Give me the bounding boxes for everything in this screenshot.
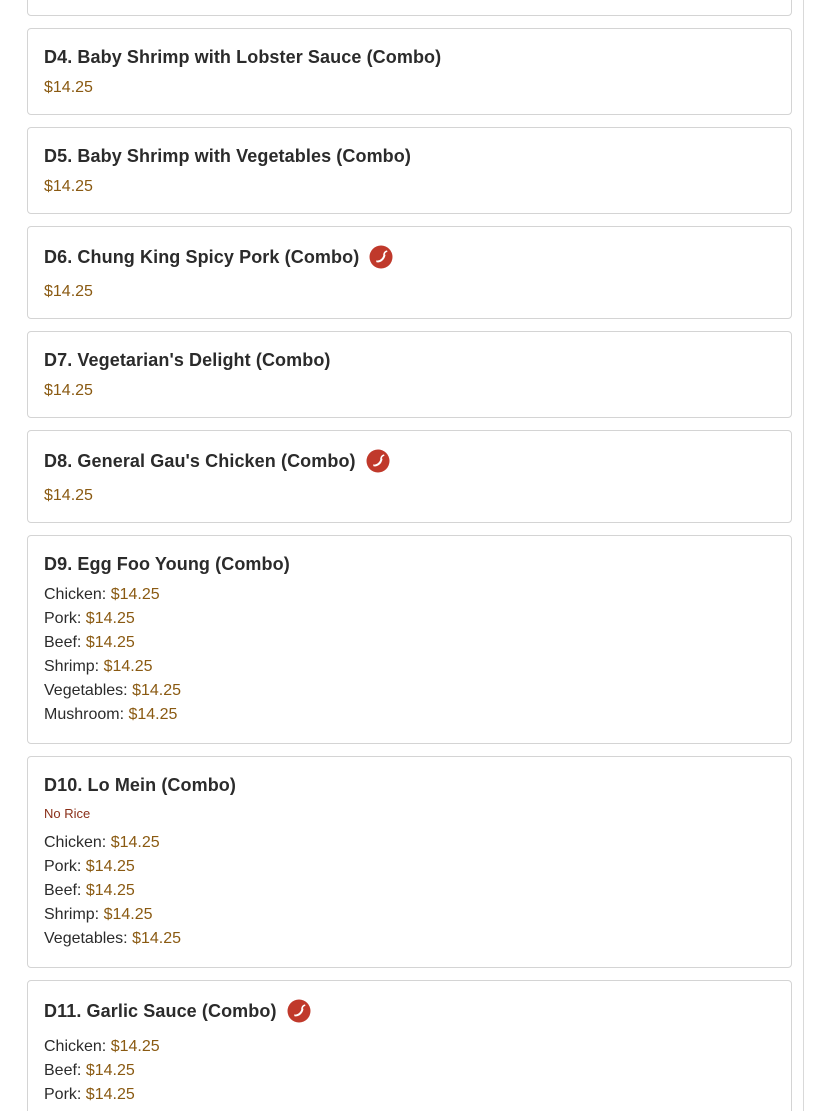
menu-item-price: $14.25 (44, 79, 93, 96)
option-price: $14.25 (85, 610, 135, 627)
menu-item-note: No Rice (44, 806, 91, 821)
menu-item-card[interactable] (27, 430, 792, 523)
menu-item-card[interactable] (27, 127, 792, 214)
option-price: $14.25 (85, 1086, 135, 1103)
menu-item-title: D10. Lo Mein (Combo) (44, 774, 236, 795)
option-row[interactable] (44, 583, 775, 607)
option-row[interactable] (44, 703, 775, 727)
menu-item-title: D7. Vegetarian's Delight (Combo) (44, 349, 331, 370)
option-price: $14.25 (85, 1062, 135, 1079)
menu-item-title: D9. Egg Foo Young (Combo) (44, 553, 290, 574)
option-label: Vegetables: (44, 682, 128, 699)
menu-item-title: D8. General Gau's Chicken (Combo) (44, 450, 356, 471)
option-list (44, 1035, 775, 1107)
scroll-divider (803, 0, 804, 1111)
option-price: $14.25 (128, 706, 178, 723)
menu-item-list (27, 0, 792, 1111)
option-label: Beef: (44, 634, 82, 651)
option-label: Mushroom: (44, 706, 125, 723)
option-row[interactable] (44, 631, 775, 655)
option-label: Shrimp: (44, 906, 100, 923)
menu-item-card[interactable] (27, 980, 792, 1111)
option-label: Shrimp: (44, 658, 100, 675)
option-row[interactable] (44, 927, 775, 951)
menu-item-title: D11. Garlic Sauce (Combo) (44, 1000, 277, 1021)
option-row[interactable] (44, 879, 775, 903)
option-price: $14.25 (110, 1038, 160, 1055)
option-list (44, 583, 775, 727)
chili-pepper-icon (287, 999, 311, 1023)
menu-item-card[interactable] (27, 226, 792, 319)
option-price: $14.25 (103, 906, 153, 923)
option-price: $14.25 (110, 586, 160, 603)
option-label: Pork: (44, 858, 82, 875)
option-row[interactable] (44, 855, 775, 879)
option-row[interactable] (44, 655, 775, 679)
option-row[interactable] (44, 903, 775, 927)
menu-item-price: $14.25 (44, 283, 93, 300)
option-row[interactable] (44, 1083, 775, 1107)
menu-item-title: D5. Baby Shrimp with Vegetables (Combo) (44, 145, 411, 166)
option-label: Beef: (44, 882, 82, 899)
option-row[interactable] (44, 679, 775, 703)
menu-item-title: D6. Chung King Spicy Pork (Combo) (44, 246, 360, 267)
option-price: $14.25 (85, 858, 135, 875)
option-label: Chicken: (44, 834, 107, 851)
menu-item-price: $14.25 (44, 382, 93, 399)
menu-item-title: D4. Baby Shrimp with Lobster Sauce (Combo) (44, 46, 442, 67)
menu-item-card[interactable] (27, 535, 792, 744)
menu-item-card[interactable] (27, 28, 792, 115)
option-label: Chicken: (44, 586, 107, 603)
option-list (44, 831, 775, 951)
option-label: Pork: (44, 610, 82, 627)
option-row[interactable] (44, 831, 775, 855)
option-price: $14.25 (103, 658, 153, 675)
option-price: $14.25 (132, 682, 182, 699)
chili-pepper-icon (369, 245, 393, 269)
menu-item-card-partial[interactable] (27, 0, 792, 16)
menu-item-price: $14.25 (44, 178, 93, 195)
option-row[interactable] (44, 1035, 775, 1059)
menu-item-card[interactable] (27, 756, 792, 968)
option-label: Vegetables: (44, 930, 128, 947)
option-label: Pork: (44, 1086, 82, 1103)
option-label: Chicken: (44, 1038, 107, 1055)
option-price: $14.25 (85, 634, 135, 651)
option-price: $14.25 (85, 882, 135, 899)
chili-pepper-icon (366, 449, 390, 473)
option-price: $14.25 (132, 930, 182, 947)
menu-item-price: $14.25 (44, 487, 93, 504)
option-label: Beef: (44, 1062, 82, 1079)
option-row[interactable] (44, 1059, 775, 1083)
option-row[interactable] (44, 607, 775, 631)
menu-item-card[interactable] (27, 331, 792, 418)
option-price: $14.25 (110, 834, 160, 851)
